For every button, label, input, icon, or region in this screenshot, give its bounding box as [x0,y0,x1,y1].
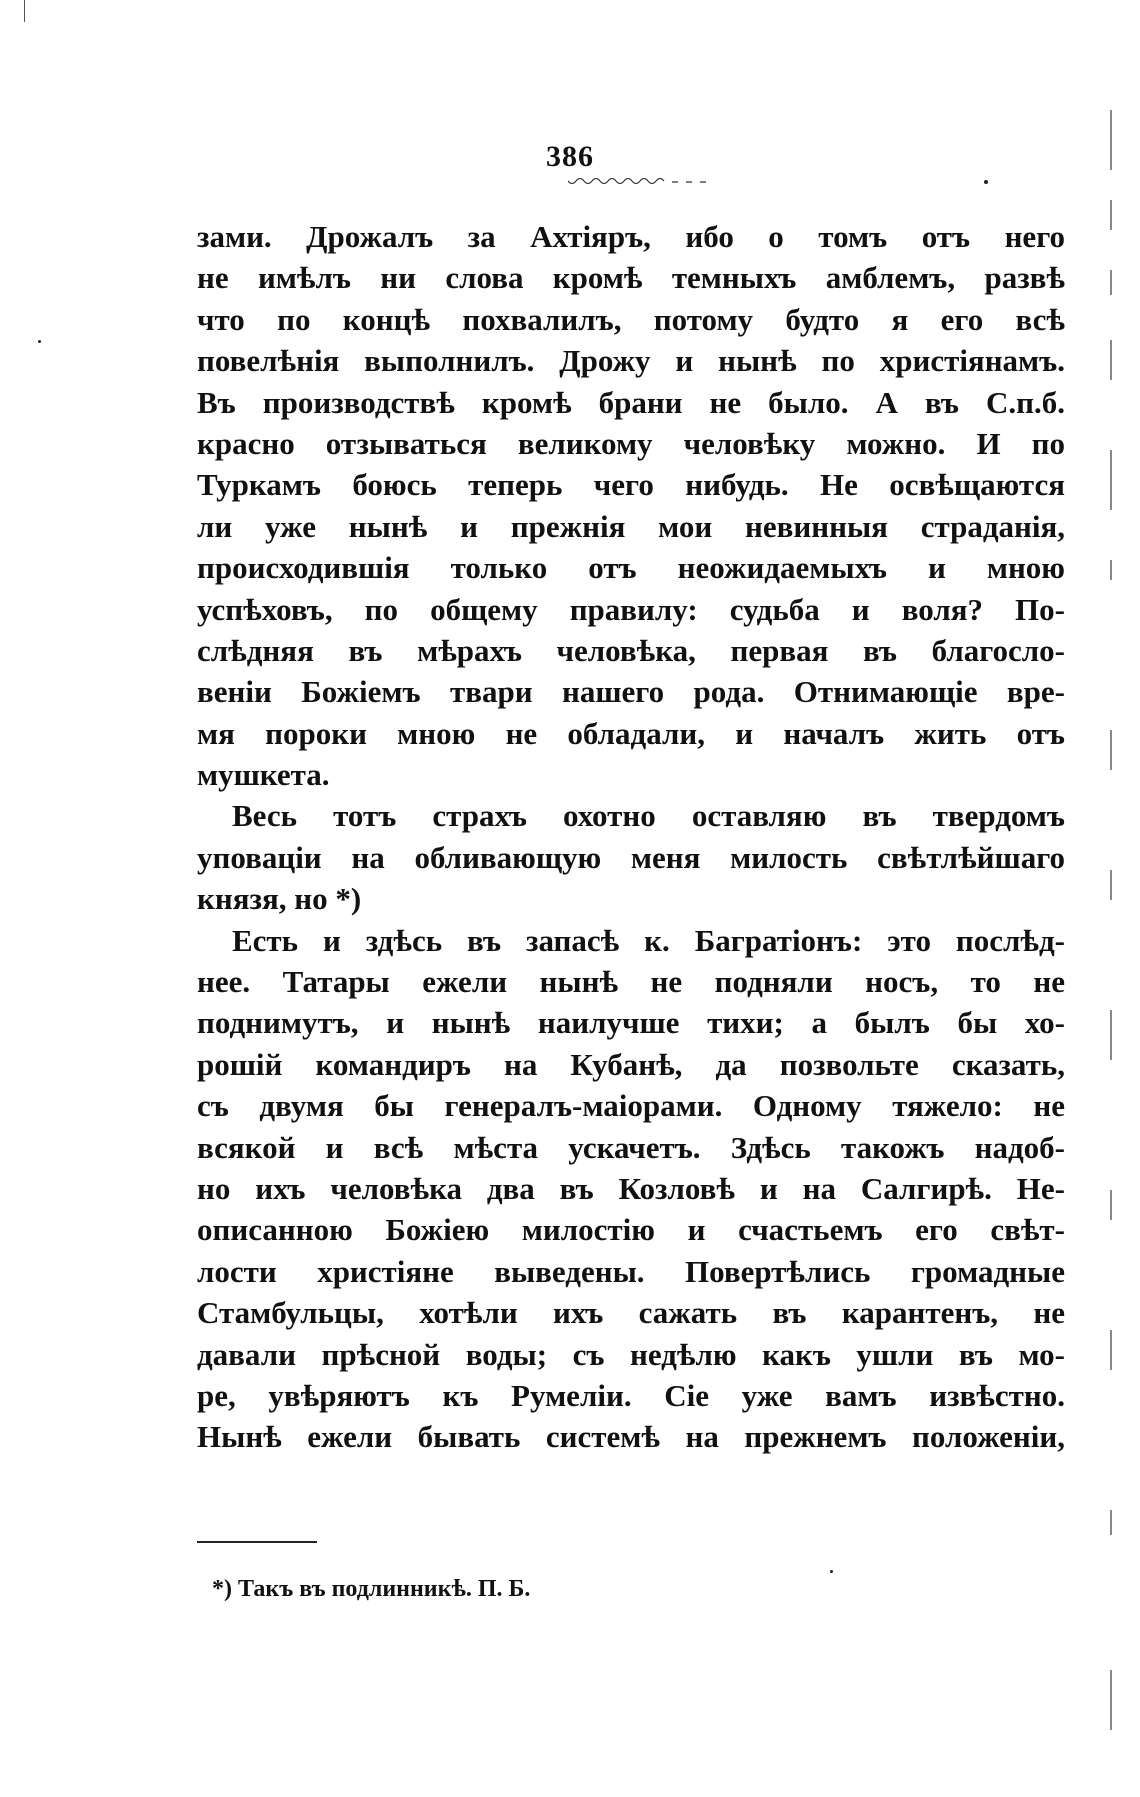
text-line: съ двумя бы генералъ-маіорами. Одному тяжело: не [197,1088,1065,1124]
text-line: происходившія только отъ неожидаемыхъ и мною [197,550,1065,586]
text-line: мя пороки мною не обладали, и началъ жить отъ [197,715,1065,751]
text-line: лости христіяне выведены. Повертѣлись громадные [197,1253,1065,1289]
text-line: повелѣнія выполнилъ. Дрожу и нынѣ по христіянамъ. [197,343,1065,379]
text-line: мушкета. [197,757,330,793]
text-line: что по концѣ похвалилъ, потому будто я его всѣ [197,301,1065,337]
text-line: Въ производствѣ кромѣ брани не было. А въ С.п.б. [197,384,1065,420]
text-line: Туркамъ боюсь теперь чего нибудь. Не освѣщаются [197,467,1065,503]
text-line: нее. Татары ежели нынѣ не подняли носъ, то не [197,964,1065,1000]
ink-speck [830,1570,833,1573]
text-line: князя, но *) [197,881,362,917]
footnote-rule [197,1541,317,1543]
text-line: ли уже нынѣ и прежнія мои невинныя страданія, [197,508,1065,544]
body-text [197,216,1065,1458]
text-line: успѣховъ, по общему правилу: судьба и воля? По- [197,591,1065,627]
page-number-ornament [568,178,718,188]
page-number: 386 [546,140,594,173]
text-line: Есть и здѣсь въ запасѣ к. Багратіонъ: это послѣд- [232,922,1065,958]
text-line: ре, увѣряютъ къ Румеліи. Сіе уже вамъ извѣстно. [197,1377,1065,1413]
text-line: поднимутъ, и нынѣ наилучше тихи; а былъ бы хо- [197,1005,1065,1041]
text-line: красно отзываться великому человѣку можно. И по [197,425,1065,461]
text-line: рошій командиръ на Кубанѣ, да позвольте сказать, [197,1046,1065,1082]
scan-edge-mark [24,0,25,22]
text-line: зами. Дрожалъ за Ахтіяръ, ибо о томъ отъ него [197,219,1065,254]
text-line: веніи Божіемъ твари нашего рода. Отнимающіе вре- [197,674,1065,710]
text-line: не имѣлъ ни слова кромѣ темныхъ амблемъ, развѣ [197,260,1065,296]
text-line: Нынѣ ежели бывать системѣ на прежнемъ положеніи, [197,1419,1065,1455]
footnote: *) Такъ въ подлинникѣ. П. Б. [212,1576,531,1602]
text-line: но ихъ человѣка два въ Козловѣ и на Салгирѣ. Не- [197,1170,1065,1206]
text-line: описанною Божіею милостію и счастьемъ его свѣт- [197,1212,1065,1248]
ink-speck [38,340,41,343]
scan-edge-marks [1110,110,1113,1770]
text-line: Весь тотъ страхъ охотно оставляю въ твердомъ [232,798,1065,834]
text-line: давали прѣсной воды; съ недѣлю какъ ушли въ мо- [197,1336,1065,1372]
text-line: уповаціи на обливающую меня милость свѣтлѣйшаго [197,839,1065,875]
text-line: слѣдняя въ мѣрахъ человѣка, первая въ благосло- [197,632,1065,668]
text-line: Стамбульцы, хотѣли ихъ сажать въ карантенъ, не [197,1295,1065,1331]
text-line: всякой и всѣ мѣста ускачетъ. Здѣсь такожъ надоб- [197,1129,1065,1165]
ink-speck [984,180,988,184]
